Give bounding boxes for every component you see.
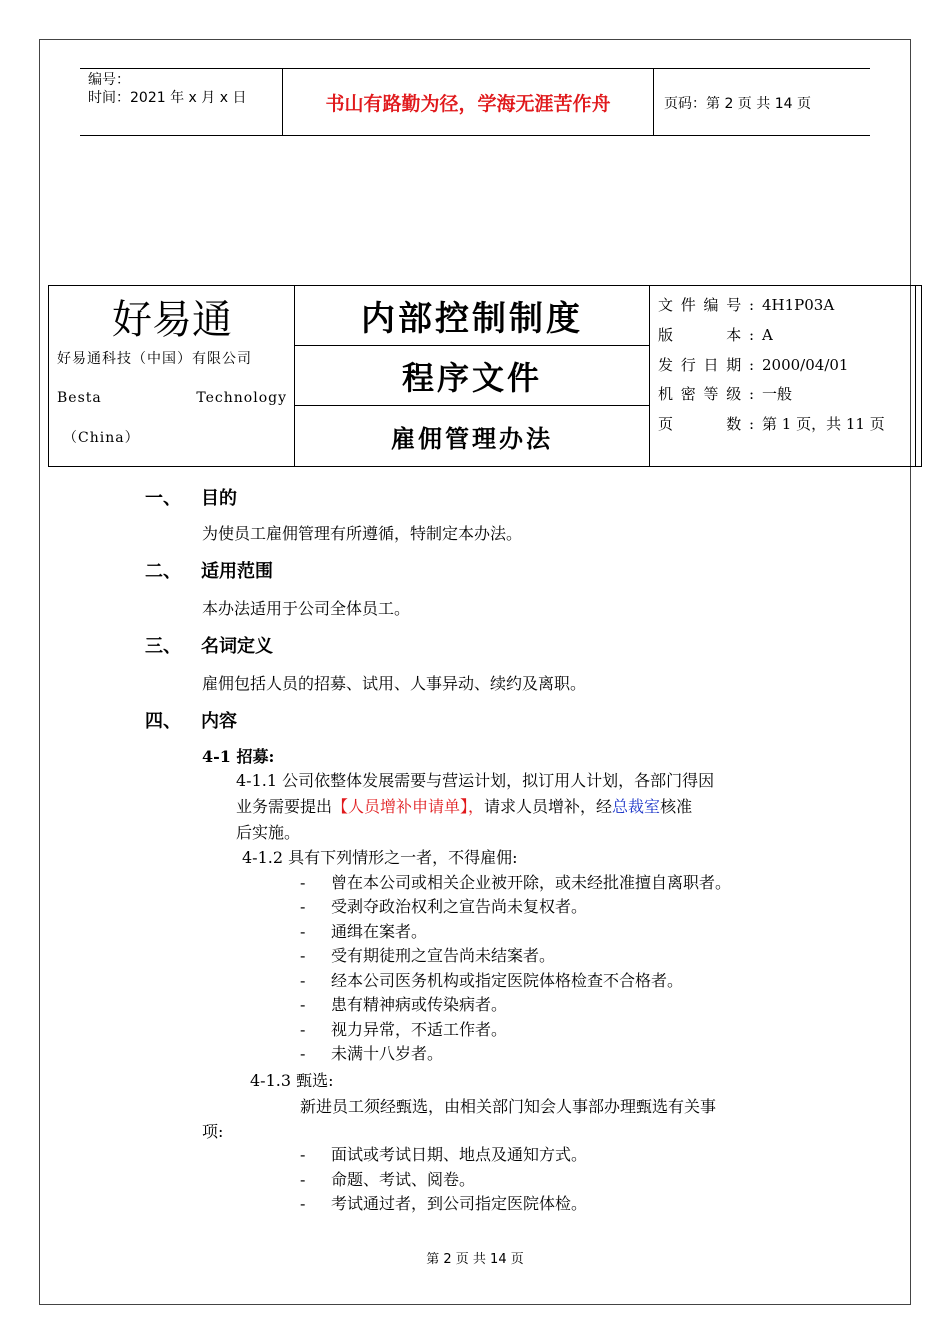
- section-title: 目的: [201, 488, 237, 509]
- header-page-info: 页码：第 2 页 共 14 页: [664, 96, 811, 112]
- section-title: 内容: [201, 711, 237, 732]
- list-item-text: 受剥夺政治权利之宣告尚未复权者。: [331, 897, 588, 916]
- list-item-text: 曾在本公司或相关企业被开除，或未经批准擅自离职者。: [331, 873, 732, 892]
- document-date: 时间：2021 年 x 月 x 日: [88, 90, 247, 106]
- header-motto: 书山有路勤为径，学海无涯苦作舟: [282, 69, 654, 135]
- meta-label: 发行日期:: [658, 356, 754, 374]
- list-item-text: 通缉在案者。: [331, 922, 428, 941]
- dash-marker: -: [300, 897, 306, 916]
- dash-marker: -: [300, 995, 306, 1014]
- paragraph-4-1-3-line1: 新进员工须经甄选，由相关部门知会人事部办理甄选有关事: [300, 1097, 717, 1116]
- list-item-text: 视力异常，不适工作者。: [331, 1020, 508, 1039]
- company-brand-logo: 好易通: [112, 297, 232, 343]
- title-cell: [295, 286, 649, 466]
- dash-marker: -: [300, 1145, 306, 1164]
- page-footer: 第 2 页 共 14 页: [426, 1252, 524, 1267]
- paragraph-4-1-3-line2: 项:: [202, 1122, 224, 1141]
- subsection-heading-recruitment: 4-1 招募:: [202, 747, 275, 766]
- list-item-text: 经本公司医务机构或指定医院体格检查不合格者。: [331, 971, 684, 990]
- text-run: 业务需要提出: [236, 797, 333, 816]
- dash-marker: -: [300, 873, 306, 892]
- meta-row-doc-number: [658, 294, 834, 316]
- list-item-text: 考试通过者，到公司指定医院体检。: [331, 1194, 588, 1213]
- dash-marker: -: [300, 946, 306, 965]
- meta-label: 页 数:: [658, 415, 754, 433]
- meta-row-confidentiality: [658, 383, 792, 405]
- list-item: [300, 1191, 587, 1214]
- list-item: [300, 968, 683, 991]
- company-name-en-part3: （China）: [63, 430, 140, 446]
- section-heading-purpose: [145, 484, 237, 510]
- meta-row-version: [658, 324, 773, 346]
- section-text-purpose: 为使员工雇佣管理有所遵循，特制定本办法。: [202, 524, 523, 543]
- section-number: 二、: [145, 561, 181, 582]
- list-item: [300, 1142, 587, 1165]
- list-item-text: 未满十八岁者。: [331, 1044, 444, 1063]
- company-name-en-part2: Technology: [196, 390, 287, 406]
- list-item: [300, 992, 507, 1015]
- title-employment-management: 雇佣管理办法: [391, 423, 553, 453]
- office-reference-blue: 总裁室: [612, 797, 661, 816]
- section-heading-content: [145, 707, 237, 733]
- section-text-scope: 本办法适用于公司全体员工。: [202, 599, 411, 618]
- list-item-text: 患有精神病或传染病者。: [331, 995, 508, 1014]
- meta-value: 第 1 页，共 11 页: [762, 415, 885, 433]
- text-run: 核准: [660, 797, 693, 816]
- list-item: [300, 1041, 443, 1064]
- dash-marker: -: [300, 1044, 306, 1063]
- list-item-text: 受有期徒刑之宣告尚未结案者。: [331, 946, 556, 965]
- list-item-text: 命题、考试、阅卷。: [331, 1170, 476, 1189]
- section-heading-definitions: [145, 632, 273, 658]
- paragraph-4-1-3-heading: 4-1.3 甄选:: [250, 1071, 334, 1090]
- title-internal-control: 内部控制制度: [295, 286, 649, 346]
- company-name-cn: 好易通科技（中国）有限公司: [57, 351, 252, 367]
- text-run: 请求人员增补，经: [484, 797, 613, 816]
- meta-value: A: [762, 326, 773, 344]
- list-item: [300, 894, 587, 917]
- meta-row-issue-date: [658, 354, 848, 376]
- company-name-en: [57, 390, 287, 406]
- list-item: [300, 870, 731, 893]
- meta-label: 版 本:: [658, 326, 754, 344]
- paragraph-4-1-1-line2: [236, 794, 692, 817]
- section-text-definitions: 雇佣包括人员的招募、试用、人事异动、续约及离职。: [202, 674, 587, 693]
- document-number-label: 编号：: [88, 72, 130, 88]
- section-number: 一、: [145, 488, 181, 509]
- dash-marker: -: [300, 971, 306, 990]
- paragraph-4-1-1-line1: 4-1.1 公司依整体发展需要与营运计划，拟订用人计划，各部门得因: [236, 771, 715, 790]
- list-item: [300, 1017, 507, 1040]
- list-item: [300, 919, 427, 942]
- company-name-en-part1: Besta: [57, 390, 102, 406]
- meta-value: 2000/04/01: [762, 356, 849, 374]
- section-title: 名词定义: [201, 636, 273, 657]
- dash-marker: -: [300, 922, 306, 941]
- title-procedure-document: 程序文件: [295, 346, 649, 406]
- dash-marker: -: [300, 1020, 306, 1039]
- list-item-text: 面试或考试日期、地点及通知方式。: [331, 1145, 588, 1164]
- company-cell: [49, 286, 295, 466]
- section-number: 三、: [145, 636, 181, 657]
- paragraph-4-1-1-line3: 后实施。: [236, 823, 301, 842]
- dash-marker: -: [300, 1194, 306, 1213]
- paragraph-4-1-2-heading: 4-1.2 具有下列情形之一者，不得雇佣:: [242, 848, 518, 867]
- form-reference-red: 【人员增补申请单】，: [332, 797, 485, 816]
- page-header: [80, 68, 870, 136]
- header-left: [88, 71, 246, 107]
- meta-value: 4H1P03A: [762, 296, 835, 314]
- list-item: [300, 1167, 475, 1190]
- meta-value: 一般: [762, 385, 793, 403]
- meta-cell: [649, 286, 921, 466]
- list-item: [300, 943, 555, 966]
- dash-marker: -: [300, 1170, 306, 1189]
- document-info-table: [48, 285, 922, 467]
- meta-label: 文件编号:: [658, 296, 754, 314]
- section-title: 适用范围: [201, 561, 273, 582]
- table-divider: [915, 286, 916, 466]
- meta-label: 机密等级:: [658, 385, 754, 403]
- section-number: 四、: [145, 711, 181, 732]
- meta-row-page-count: [658, 413, 885, 435]
- section-heading-scope: [145, 557, 273, 583]
